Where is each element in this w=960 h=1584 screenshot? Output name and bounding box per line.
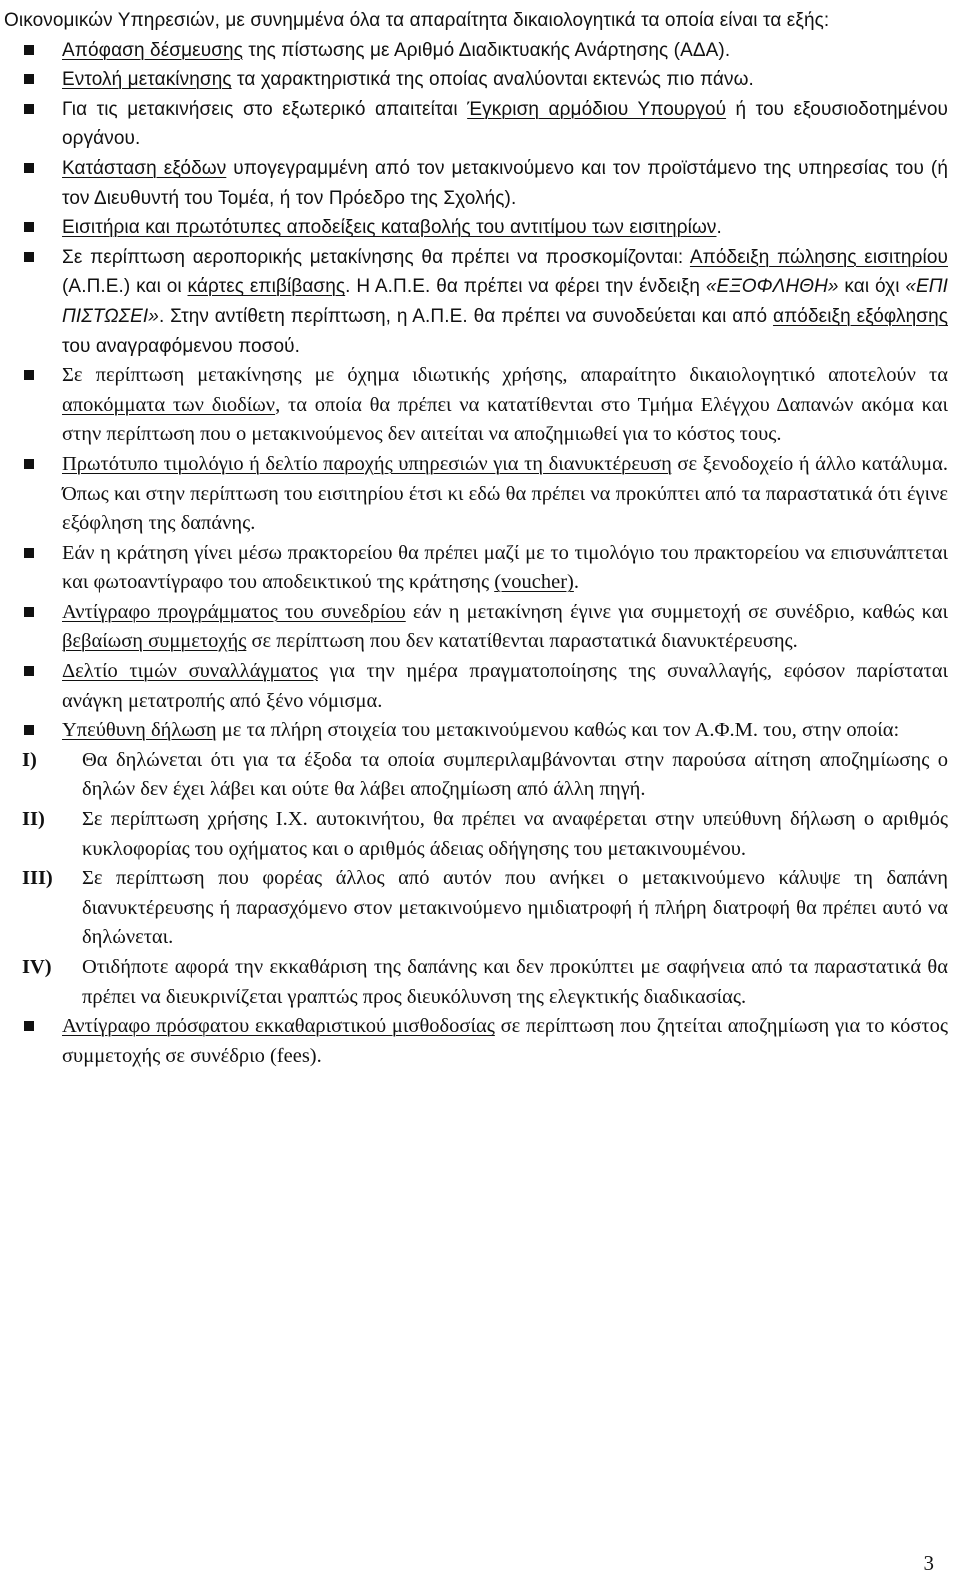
underlined-term: Απόδειξη πώλησης εισιτηρίου bbox=[689, 246, 948, 268]
underlined-term: Δελτίο τιμών συναλλάγματος bbox=[62, 660, 318, 683]
list-item-exchange-rates bbox=[4, 657, 948, 716]
square-bullet-icon bbox=[24, 252, 34, 262]
roman-numeral: III) bbox=[22, 867, 53, 890]
square-bullet-icon bbox=[24, 725, 34, 735]
intro-paragraph bbox=[4, 6, 948, 36]
square-bullet-icon bbox=[24, 104, 34, 114]
square-bullet-icon bbox=[24, 74, 34, 84]
square-bullet-icon bbox=[24, 607, 34, 617]
underlined-term: Αντίγραφο πρόσφατου εκκαθαριστικού μισθοδοσίας bbox=[62, 1015, 495, 1038]
list-item-private-vehicle bbox=[4, 361, 948, 450]
item-text: εάν η μετακίνηση έγινε για συμμετοχή σε συνέδριο, καθώς και bbox=[405, 600, 948, 623]
item-text: του αναγραφόμενου ποσού. bbox=[62, 335, 301, 357]
item-text: σε περίπτωση που δεν κατατίθενται παραστατικά διανυκτέρευσης. bbox=[246, 630, 798, 653]
item-text: Εάν η κράτηση γίνει μέσω πρακτορείου θα πρέπει μαζί με το τιμολόγιο του πρακτορείου να επισυνάπτεται και φωτοαντίγραφο του αποδεικτικού της κράτησης bbox=[62, 541, 948, 594]
intro-text: Οικονομικών Υπηρεσιών, με συνημμένα όλα τα απαραίτητα δικαιολογητικά τα οποία είναι τα εξής: bbox=[4, 10, 830, 31]
roman-numeral: IV) bbox=[22, 956, 52, 978]
square-bullet-icon bbox=[24, 1021, 34, 1031]
item-text: . bbox=[573, 571, 580, 594]
sublist-item bbox=[4, 805, 948, 864]
underlined-term: Κατάσταση εξόδων bbox=[62, 157, 227, 179]
item-text: με τα πλήρη στοιχεία του μετακινούμενου καθώς και τον Α.Φ.Μ. του, στην οποία: bbox=[216, 719, 900, 742]
underlined-term: Εντολή μετακίνησης bbox=[62, 69, 232, 91]
roman-numeral: I) bbox=[22, 748, 37, 771]
square-bullet-icon bbox=[24, 222, 34, 232]
sublist-text: Σε περίπτωση χρήσης Ι.Χ. αυτοκινήτου, θα πρέπει να αναφέρεται στην υπεύθυνη δήλωση ο αριθμός κυκλοφορίας του οχήματος και ο αριθμός άδειας οδήγησης του μετακινουμένου. bbox=[82, 808, 948, 860]
underlined-term: απόδειξη εξόφλησης bbox=[772, 305, 948, 327]
list-item-expense-statement bbox=[4, 154, 948, 213]
item-text: Σε περίπτωση μετακίνησης με όχημα ιδιωτικής χρήσης, απαραίτητο δικαιολογητικό αποτελούν τα bbox=[62, 364, 948, 387]
underlined-term: Απόφαση δέσμευσης bbox=[62, 39, 243, 61]
item-text: . Στην αντίθετη περίπτωση, η Α.Π.Ε. θα πρέπει να συνοδεύεται και από bbox=[158, 305, 773, 327]
item-text: , τα οποία θα πρέπει να κατατίθενται στο Τμήμα Ελέγχου Δαπανών ακόμα και στην περίπτωση που ο μετακινούμενος δεν αιτείται να αποζημιωθεί για το κόστος τους. bbox=[62, 393, 948, 446]
underlined-term: βεβαίωση συμμετοχής bbox=[62, 630, 247, 653]
item-text: σε περίπτωση που ζητείται αποζημίωση για το κόστος συμμετοχής σε συνέδριο (fees). bbox=[62, 1015, 948, 1067]
italic-term: «ΕΞΟΦΛΗΘΗ» bbox=[705, 276, 839, 298]
item-text: . Η Α.Π.Ε. θα πρέπει να φέρει την ένδειξη bbox=[345, 276, 706, 298]
item-text: Σε περίπτωση αεροπορικής μετακίνησης θα πρέπει να προσκομίζονται: bbox=[62, 246, 690, 268]
item-text: της πίστωσης με Αριθμό Διαδικτυακής Ανάρτησης (ΑΔΑ). bbox=[242, 39, 731, 61]
underlined-term: Πρωτότυπο τιμολόγιο ή δελτίο παροχής υπηρεσιών για τη διανυκτέρευση bbox=[62, 452, 672, 475]
list-item-accommodation-invoice bbox=[4, 450, 948, 539]
square-bullet-icon bbox=[24, 45, 34, 55]
sublist-text: Οτιδήποτε αφορά την εκκαθάριση της δαπάνης και δεν προκύπτει με σαφήνεια από τα παραστατικά θα πρέπει να διευκρινίζεται γραπτώς προς διευκόλυνση της ελεγκτικής διαδικασίας. bbox=[82, 956, 948, 1008]
list-item-agency-booking bbox=[4, 539, 948, 598]
square-bullet-icon bbox=[24, 370, 34, 380]
square-bullet-icon bbox=[24, 666, 34, 676]
item-text: και όχι bbox=[838, 276, 906, 298]
item-text: Για τις μετακινήσεις στο εξωτερικό απαιτείται bbox=[62, 98, 468, 120]
item-text: (Α.Π.Ε.) και οι bbox=[62, 276, 188, 298]
underlined-term: Αντίγραφο προγράμματος του συνεδρίου bbox=[62, 600, 406, 623]
list-item-air-travel bbox=[4, 243, 948, 361]
underlined-term: Εισιτήρια και πρωτότυπες αποδείξεις καταβολής του αντιτίμου των εισιτηρίων bbox=[62, 217, 717, 239]
item-text: σε ξενοδοχείο ή άλλο κατάλυμα. Όπως και στην περίπτωση του εισιτηρίου έτσι κι εδώ θα πρέπει να προκύπτει από τα παραστατικά ότι έγινε εξόφληση της δαπάνης. bbox=[62, 452, 948, 535]
sublist-text: Σε περίπτωση που φορέας άλλος από αυτόν που ανήκει ο μετακινούμενο κάλυψε τη δαπάνη διανυκτέρευσης ή παρασχόμενο στον μετακινούμενο ημιδιατροφή ή πλήρη διατροφή θα πρέπει αυτό να δηλώνεται. bbox=[82, 867, 948, 949]
list-item-adoption-decision bbox=[4, 36, 948, 66]
list-item-tickets bbox=[4, 213, 948, 243]
list-item-conference-program bbox=[4, 598, 948, 657]
requirements-list bbox=[4, 36, 948, 1072]
underlined-term: (voucher) bbox=[494, 571, 574, 594]
list-item-solemn-declaration bbox=[4, 716, 948, 1012]
item-text: . bbox=[716, 217, 722, 239]
roman-numeral: II) bbox=[22, 808, 45, 831]
item-text: για την ημέρα πραγματοποίησης της συναλλαγής, εφόσον παρίσταται ανάγκη μετατροπής από ξένο νόμισμα. bbox=[62, 660, 948, 712]
square-bullet-icon bbox=[24, 459, 34, 469]
sublist-item bbox=[4, 746, 948, 805]
list-item-payroll-statement bbox=[4, 1012, 948, 1071]
underlined-term: κάρτες επιβίβασης bbox=[187, 276, 346, 298]
list-item-travel-order bbox=[4, 65, 948, 95]
italic-term: «ΕΠΙ ΠΙΣΤΩΣΕΙ» bbox=[62, 276, 948, 327]
item-text: τα χαρακτηριστικά της οποίας αναλύονται εκτενώς πιο πάνω. bbox=[231, 69, 754, 91]
item-text: ή του εξουσιοδοτημένου οργάνου. bbox=[62, 98, 948, 150]
page-number: 3 bbox=[923, 1551, 934, 1575]
sublist-item bbox=[4, 864, 948, 953]
item-text: υπογεγραμμένη από τον μετακινούμενο και τον προϊστάμενο της υπηρεσίας του (ή τον Διευθυντή του Τομέα, ή τον Πρόεδρο της Σχολής). bbox=[62, 157, 949, 209]
underlined-term: Υπεύθυνη δήλωση bbox=[62, 719, 217, 742]
square-bullet-icon bbox=[24, 548, 34, 558]
square-bullet-icon bbox=[24, 163, 34, 173]
underlined-term: Έγκριση αρμόδιου Υπουργού bbox=[467, 98, 727, 120]
sublist-text: Θα δηλώνεται ότι για τα έξοδα τα οποία συμπεριλαμβάνονται στην παρούσα αίτηση αποζημίωσης ο δηλών δεν έχει λάβει και ούτε θα λάβει αποζημίωση από άλλη πηγή. bbox=[82, 748, 948, 801]
list-item-minister-approval bbox=[4, 95, 948, 154]
sublist-item bbox=[4, 953, 948, 1012]
declaration-sublist bbox=[4, 746, 948, 1012]
underlined-term: αποκόμματα των διοδίων bbox=[62, 393, 276, 416]
